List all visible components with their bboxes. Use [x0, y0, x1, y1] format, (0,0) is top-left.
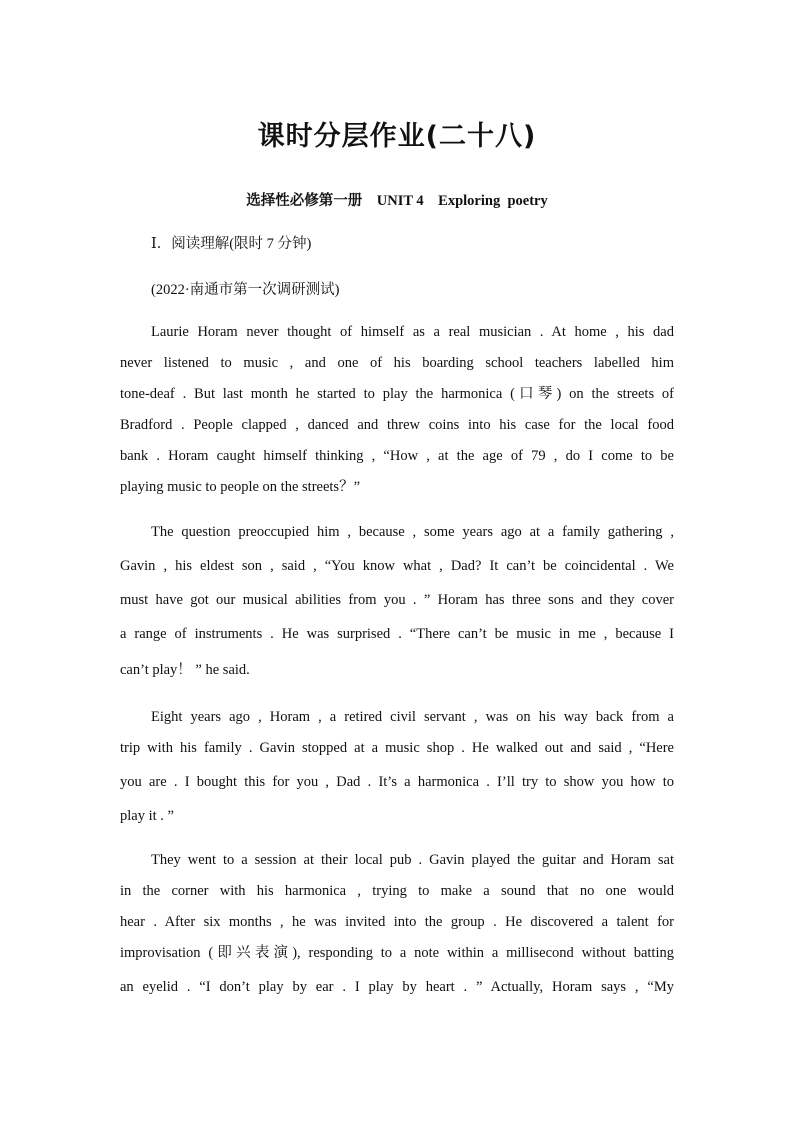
paragraph-4 — [120, 850, 674, 997]
text-line: can’t play！ ” he said. — [120, 662, 250, 678]
paragraph-3 — [120, 707, 674, 826]
text-line: playing music to people on the streets？” — [120, 479, 361, 495]
text-line: never listened to music , and one of his boarding school teachers labelled him — [120, 355, 674, 371]
text-line: trip with his family . Gavin stopped at a music shop . He walked out and said , “Here — [120, 740, 674, 756]
text-line: play it . ” — [120, 808, 174, 824]
text-line: a range of instruments . He was surprised . “There can’t be music in me , because I — [120, 626, 674, 642]
source-note: (2022·南通市第一次调研测试) — [151, 282, 340, 298]
text-line: tone-deaf . But last month he started to play the harmonica (口琴) on the streets of — [120, 386, 674, 402]
text-line: The question preoccupied him , because , some years ago at a family gathering , — [151, 524, 674, 540]
text-line: Gavin , his eldest son , said , “You know what , Dad? It can’t be coincidental . We — [120, 558, 674, 574]
text-line: must have got our musical abilities from you . ” Horam has three sons and they cover — [120, 592, 674, 608]
paragraph-2 — [120, 522, 674, 680]
page-subtitle: 选择性必修第一册 UNIT 4 Exploring poetry — [246, 193, 548, 209]
paragraph-1 — [120, 322, 674, 497]
text-line: improvisation (即兴表演), responding to a note within a millisecond without batting — [120, 945, 674, 961]
text-line: you are . I bought this for you , Dad . It’s a harmonica . I’ll try to show you how to — [120, 774, 674, 790]
text-line: They went to a session at their local pub . Gavin played the guitar and Horam sat — [151, 852, 674, 868]
text-line: Laurie Horam never thought of himself as a real musician . At home , his dad — [151, 324, 674, 340]
text-line: Eight years ago , Horam , a retired civil servant , was on his way back from a — [151, 709, 674, 725]
section-heading: Ⅰ．阅读理解(限时 7 分钟) — [151, 236, 312, 252]
text-line: Bradford . People clapped , danced and threw coins into his case for the local food — [120, 417, 674, 433]
text-line: an eyelid . “I don’t play by ear . I play by heart . ” Actually, Horam says , “My — [120, 979, 674, 995]
text-line: bank . Horam caught himself thinking , “How , at the age of 79 , do I come to be — [120, 448, 674, 464]
page-title: 课时分层作业(二十八) — [257, 121, 537, 152]
text-line: hear . After six months , he was invited into the group . He discovered a talent for — [120, 914, 674, 930]
text-line: in the corner with his harmonica , trying to make a sound that no one would — [120, 883, 674, 899]
